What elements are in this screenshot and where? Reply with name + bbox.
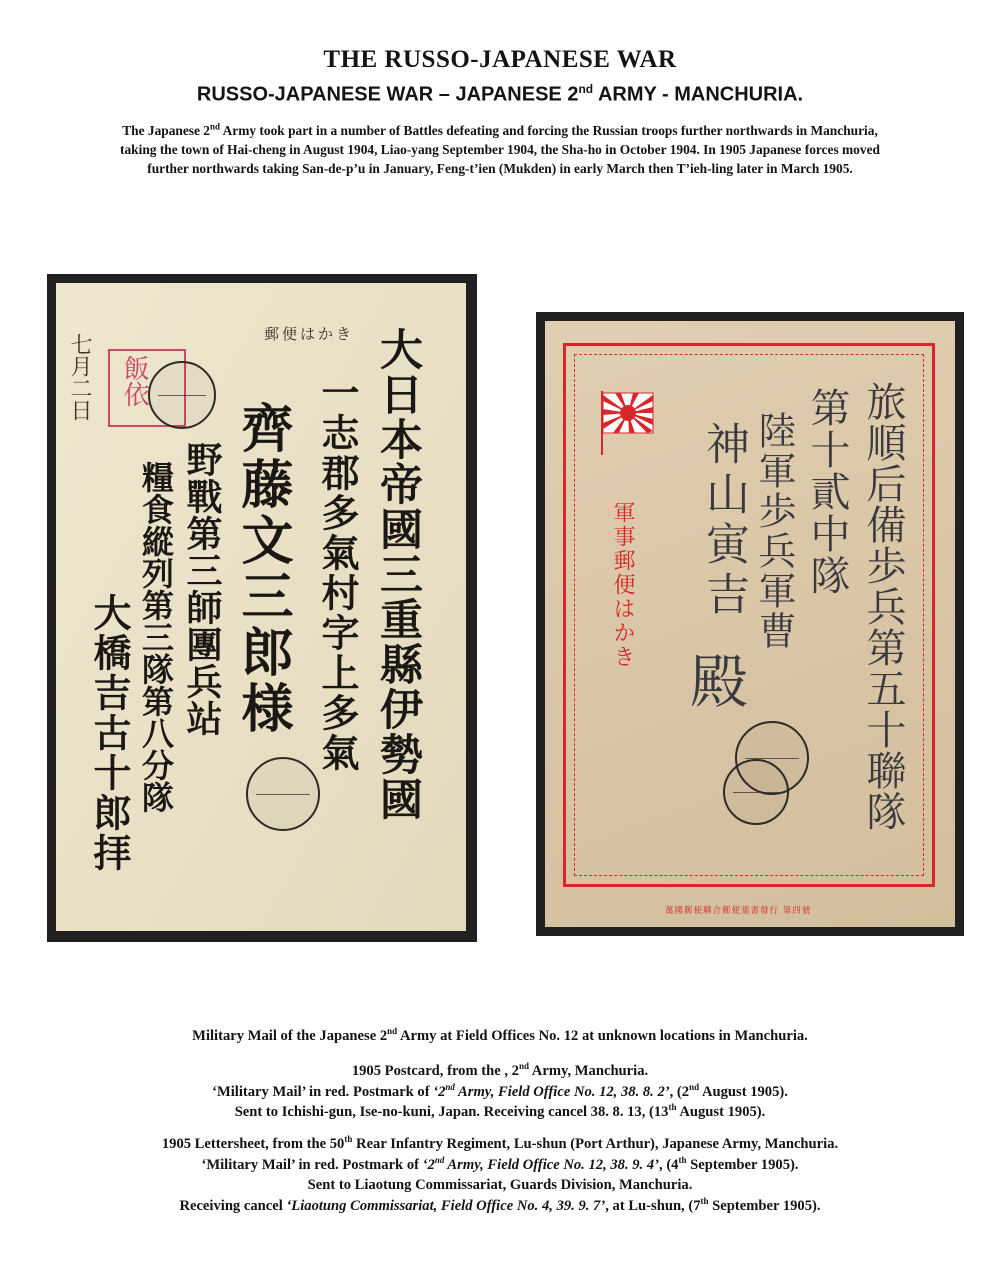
caption-text: Military Mail of the Japanese 2 <box>192 1028 388 1044</box>
caption-line: Sent to Liaotung Commissariat, Guards Division, Manchuria. <box>307 1177 693 1193</box>
caption-text: 1905 Lettersheet, from the 50 <box>161 1136 345 1152</box>
caption-text: August 1905). <box>699 1083 788 1100</box>
caption-sup: nd <box>445 1081 455 1092</box>
recipient-name: 神山寅吉 <box>698 421 749 621</box>
recipient-name: 齊藤文三郎様 <box>232 401 293 737</box>
caption-text: Army, Manchuria. <box>528 1063 649 1079</box>
caption-text: September 1905). <box>708 1197 821 1214</box>
caption-text: Receiving cancel <box>179 1197 287 1214</box>
lettersheet-mount <box>536 312 964 936</box>
caption-italic: Army, Field Office No. 12, 38. 8. 2’ <box>454 1083 670 1100</box>
intro-text: The Japanese 2 <box>122 123 210 138</box>
caption-sup: nd <box>434 1154 445 1165</box>
intro-line-3: further northwards taking San-de-p’u in January, Feng-t’ien (Mukden) in early March then T’ieh-ling later in March 1905. <box>147 161 853 176</box>
intro-line-2: taking the town of Hai-cheng in August 1904, Liao-yang September 1904, the Sha-ho in October 1904. In 1905 Japanese forces moved <box>120 142 880 157</box>
military-mail-label: 軍事郵便はかき <box>610 501 635 669</box>
caption-text: ‘Military Mail’ in red. Postmark of <box>201 1156 423 1173</box>
postcard-caption <box>30 1061 970 1123</box>
caption-text: Rear Infantry Regiment, Lu-shun (Port Arthur), Japanese Army, Manchuria. <box>352 1136 839 1152</box>
recipient-rank: 陸軍歩兵軍曹 <box>752 411 796 651</box>
caption-heading <box>30 1026 970 1047</box>
caption-sup: nd <box>689 1081 700 1092</box>
address-line-1: 大日本帝國三重縣伊勢國 <box>373 327 423 822</box>
caption-text: Sent to Ichishi-gun, Ise-no-kuni, Japan. Receiving cancel 38. 8. 13, (13 <box>234 1104 669 1120</box>
address-line-1: 旅順后備歩兵第五十聯隊 <box>860 381 906 832</box>
caption-sup: nd <box>518 1061 529 1072</box>
sender-line-1: 野戰第三師團兵站 <box>181 441 223 737</box>
intro-paragraph <box>60 121 940 178</box>
address-line-2: 一志郡多氣村字上多氣 <box>315 373 360 773</box>
postcard-mount <box>47 274 477 942</box>
caption-sup: th <box>700 1195 709 1206</box>
address-line-2: 第十貳中隊 <box>804 387 850 597</box>
caption-text: , at Lu-shun, (7 <box>605 1197 701 1214</box>
caption-text: , (2 <box>669 1083 690 1100</box>
caption-sup: th <box>668 1102 677 1113</box>
lettersheet-caption <box>30 1134 970 1216</box>
caption-text: ‘Military Mail’ in red. Postmark of <box>212 1083 434 1100</box>
caption-text: , (4 <box>659 1156 679 1173</box>
caption-text: August 1905). <box>676 1104 766 1120</box>
red-stamp-text: 飯依 <box>119 355 150 407</box>
caption-sup: th <box>678 1154 687 1165</box>
caption-sup: th <box>344 1134 353 1145</box>
caption-italic: ‘2 <box>433 1083 446 1100</box>
postcard-image <box>56 283 466 931</box>
subtitle-text-end: ARMY - MANCHURIA. <box>593 83 804 106</box>
margin-note: 七月二日 <box>67 333 92 421</box>
receiving-postmark <box>723 759 789 825</box>
sender-name: 大橋吉古十郎拝 <box>87 593 132 873</box>
caption-text: 1905 Postcard, from the , 2 <box>351 1063 519 1079</box>
intro-text: Army took part in a number of Battles defeating and forcing the Russian troops further northwards in Manchuria, <box>220 123 878 138</box>
intro-sup: nd <box>210 121 221 132</box>
page-title: THE RUSSO-JAPANESE WAR <box>323 46 677 73</box>
honorific: 殿 <box>680 651 748 709</box>
sender-line-2: 糧食縱列第三隊第八分隊 <box>137 461 175 813</box>
caption-italic: ‘Liaotung Commissariat, Field Office No. 4, 39. 9. 7’ <box>286 1197 606 1214</box>
caption-sup: nd <box>387 1026 398 1037</box>
subtitle-text: RUSSO-JAPANESE WAR – JAPANESE 2 <box>196 83 579 106</box>
caption-italic: Army, Field Office No. 12, 38. 9. 4’ <box>444 1156 660 1173</box>
subtitle-sup: nd <box>578 82 594 96</box>
caption-text: September 1905). <box>686 1156 799 1173</box>
printer-imprint: 萬國郵便聯合郵便葉書發行 第四號 <box>665 906 812 916</box>
postcard-header-text: 郵便はかき <box>264 325 355 343</box>
caption-text: Army at Field Offices No. 12 at unknown locations in Manchuria. <box>397 1028 808 1044</box>
caption-italic: ‘2 <box>422 1156 435 1173</box>
origin-postmark <box>148 361 216 429</box>
lettersheet-image <box>545 321 955 927</box>
rising-sun-flag-icon <box>599 391 655 455</box>
page-subtitle <box>0 82 1000 107</box>
field-office-postmark <box>246 757 320 831</box>
